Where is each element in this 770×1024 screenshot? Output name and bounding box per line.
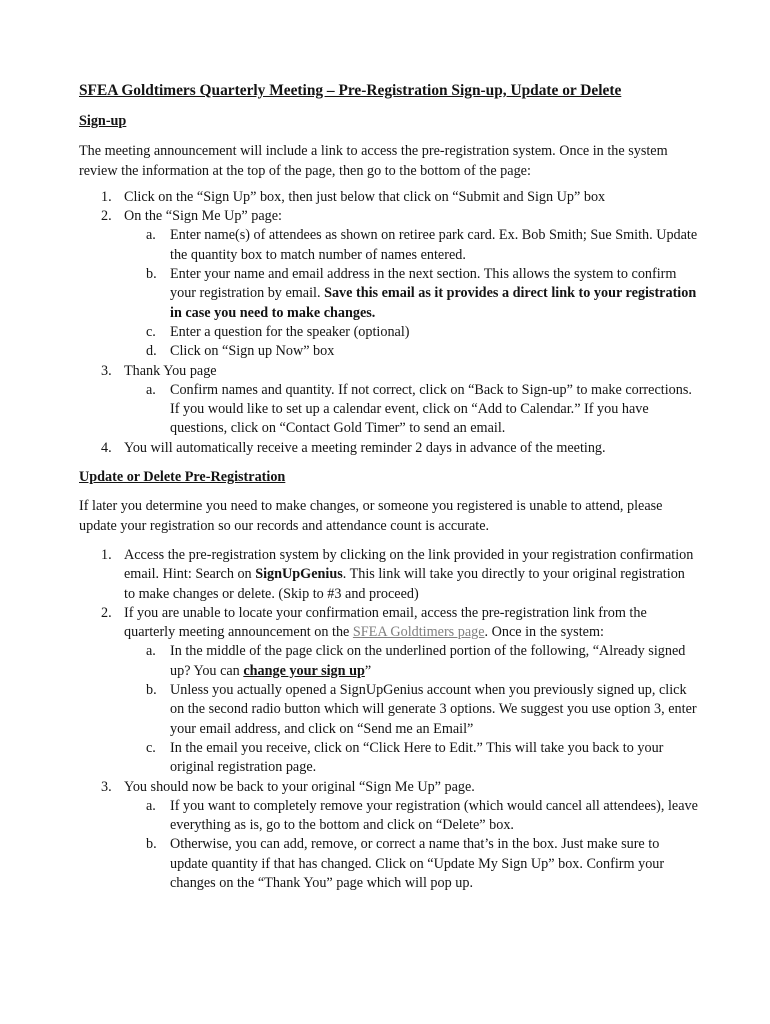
- update-step-2b: b. Unless you actually opened a SignUpGenius account when you previously signed up, click on the second radio button which will generate 3 options. We suggest you use option 3, enter your email address, and click on “Send me an Email”: [146, 682, 697, 737]
- signup-intro: The meeting announcement will include a link to access the pre-registration system. Once in the system review the information at the top of the page, then go to the bottom of the page:: [79, 143, 668, 179]
- update-step-1: 1. Access the pre-registration system by clicking on the link provided in your registration confirmation email. Hint: Search on SignUpGenius. This link will take you directly to your original registration to make changes or delete. (Skip to #3 and proceed): [101, 546, 694, 602]
- document-title: SFEA Goldtimers Quarterly Meeting – Pre-Registration Sign-up, Update or Delete: [79, 82, 622, 99]
- update-step-2: 2. If you are unable to locate your confirmation email, access the pre-registration link from the quarterly meeting announcement on the SFEA Goldtimers page. Once in the system:: [101, 604, 647, 641]
- update-intro: If later you determine you need to make changes, or someone you registered is unable to attend, please update your registration so our records and attendance count is accurate.: [79, 498, 663, 534]
- update-step-2a: a. In the middle of the page click on the underlined portion of the following, “Already signed up? You can change your sign up”: [146, 643, 686, 679]
- update-heading: Update or Delete Pre-Registration: [79, 469, 286, 486]
- signup-step-2d: d. Click on “Sign up Now” box: [146, 343, 335, 360]
- signup-step-3a: a. Confirm names and quantity. If not correct, click on “Back to Sign-up” to make corrections. If you would like to set up a calendar event, click on “Add to Calendar.” If you have questions, click on “Contact Gold Timer” to send an email.: [146, 381, 692, 437]
- update-step-2c: c. In the email you receive, click on “Click Here to Edit.” This will take you back to your original registration page.: [146, 739, 664, 776]
- signup-heading: Sign-up: [79, 113, 127, 129]
- sfea-goldtimers-page-link[interactable]: SFEA Goldtimers page: [352, 624, 485, 641]
- update-step-3: 3. You should now be back to your original “Sign Me Up” page.: [101, 778, 475, 795]
- signup-step-2c: c. Enter a question for the speaker (optional): [146, 323, 410, 340]
- signup-steps: [79, 188, 699, 458]
- change-sign-up-text: change your sign up: [243, 662, 365, 679]
- signup-step-2a: a. Enter name(s) of attendees as shown on retiree park card. Ex. Bob Smith; Sue Smith. Update the quantity box to match number of names entered.: [146, 227, 698, 263]
- document-page: [79, 81, 699, 893]
- update-steps: [79, 546, 699, 893]
- update-step-3b: b. Otherwise, you can add, remove, or correct a name that’s in the box. Just make sure to update quantity if that has changed. Click on “Update My Sign Up” box. Confirm your changes on the “Thank You” page which will pop up.: [146, 836, 665, 891]
- save-email-note: Save this email as it provides a direct link to your registration in case you need to make changes.: [170, 285, 697, 321]
- signup-step-2b: b. Enter your name and email address in the next section. This allows the system to confirm your registration by email. Save this email as it provides a direct link to your registration in case you need to make changes.: [146, 266, 697, 321]
- signup-step-1: 1. Click on the “Sign Up” box, then just below that click on “Submit and Sign Up” box: [101, 188, 606, 205]
- signup-step-4: 4. You will automatically receive a meeting reminder 2 days in advance of the meeting.: [101, 439, 606, 456]
- signup-step-3: 3. Thank You page: [101, 362, 217, 379]
- signupgenius-text: SignUpGenius: [255, 566, 343, 583]
- signup-step-2: 2. On the “Sign Me Up” page:: [101, 208, 282, 225]
- update-step-3a: a. If you want to completely remove your registration (which would cancel all attendees), leave everything as is, go to the bottom and click on “Delete” box.: [146, 797, 698, 834]
